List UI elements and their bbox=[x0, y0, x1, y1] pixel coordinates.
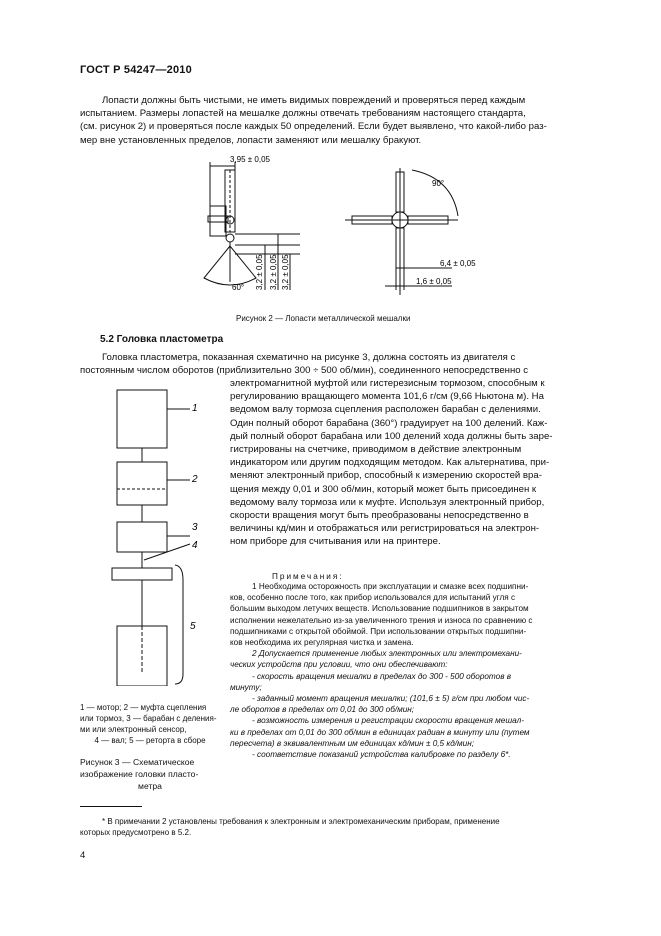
notes-block bbox=[230, 572, 616, 760]
note-line: 2 Допускается применение любых электронных или электромехани- bbox=[252, 649, 522, 659]
note-line: - заданный момент вращения мешалки; (101,6 ± 5) г/см при любом чис- bbox=[252, 694, 530, 704]
legend-line: 1 — мотор; 2 — муфта сцепления bbox=[80, 703, 207, 712]
note-line: большим выходом летучих веществ. Использование подшипников в закрытом bbox=[230, 604, 529, 614]
footnote-separator bbox=[80, 806, 142, 807]
body-line: ном приборе для считывания или на принтере. bbox=[230, 536, 441, 548]
intro-line: Лопасти должны быть чистыми, не иметь видимых повреждений и проверяться перед каждым bbox=[102, 95, 526, 106]
footnote-line: которых предусмотрено в 5.2. bbox=[80, 828, 192, 837]
note-line: ле оборотов в пределах от 0,01 до 300 об/мин; bbox=[230, 705, 415, 715]
body-full-width bbox=[80, 351, 616, 377]
body-right-column bbox=[230, 377, 616, 549]
label-4: 4 bbox=[192, 540, 198, 551]
caption-line: Рисунок 3 — Схематическое bbox=[80, 757, 195, 767]
note-line: ки в пределах от 0,01 до 300 об/мин в единицах радиан в минуту или (путем bbox=[230, 727, 530, 737]
notes-heading: Примечания: bbox=[272, 572, 344, 581]
note-line: ческих устройств при условии, что они обеспечивают: bbox=[230, 660, 448, 670]
intro-line: мер вне установленных пределов, лопасти заменяют или мешалку бракуют. bbox=[80, 134, 422, 146]
dim-v3: 3,2 ± 0,05 bbox=[281, 254, 290, 290]
figure-2-caption: Рисунок 2 — Лопасти металлической мешалки bbox=[236, 314, 411, 323]
intro-paragraph bbox=[80, 94, 616, 147]
label-3: 3 bbox=[192, 522, 198, 533]
note-line: 1 Необходима осторожность при эксплуатации и смазке всех подшипни- bbox=[252, 582, 529, 591]
note-line: - возможность измерения и регистрации скорости вращения мешал- bbox=[252, 716, 524, 726]
body-line: электромагнитной муфтой или гистерезисным тормозом, способным к bbox=[230, 378, 545, 389]
label-2: 2 bbox=[192, 474, 198, 485]
label-1: 1 bbox=[192, 403, 198, 414]
figure-3-legend bbox=[80, 702, 220, 746]
caption-line: метра bbox=[138, 781, 162, 791]
footnote bbox=[80, 816, 616, 838]
body-line: ведомом валу тормоза сцепления расположен барабан с делениями. bbox=[230, 404, 541, 416]
dim-top-width: 3,95 ± 0,05 bbox=[230, 155, 270, 164]
body-line: щения между 0,01 и 300 об/мин, который может быть присоединен к bbox=[230, 483, 537, 495]
body-line: Головка пластометра, показанная схематично на рисунке 3, должна состоять из двигателя с bbox=[102, 352, 516, 363]
body-line: индикатором или другим подходящим методом. Как альтернатива, при- bbox=[230, 457, 550, 469]
legend-line: ми или электронный сенсор, bbox=[80, 725, 187, 734]
note-line: минуту; bbox=[230, 682, 262, 692]
note-line: - скорость вращения мешалки в пределах до 300 - 500 оборотов в bbox=[252, 671, 512, 681]
section-heading: 5.2 Головка пластометра bbox=[100, 334, 224, 345]
body-line: Один полный оборот барабана (360°) градуирует на 100 делений. Каж- bbox=[230, 417, 548, 429]
dim-angle-right: 90° bbox=[432, 179, 445, 188]
dim-arm: 6,4 ± 0,05 bbox=[440, 259, 476, 268]
intro-line: испытанием. Размеры лопастей на мешалке должны отвечать требованиям настоящего стандарта, bbox=[80, 108, 526, 120]
page-number: 4 bbox=[80, 850, 86, 861]
note-line: пересчета) в эквивалентным им единицах кд/мин ± 0,5 кд/мин; bbox=[230, 738, 475, 748]
body-line: ведомому валу тормоза или к муфте. Используя электронный прибор, bbox=[230, 496, 545, 508]
body-line: меняют электронный прибор, способный к измерению скоростей вра- bbox=[230, 470, 542, 482]
figure-2-drawing bbox=[190, 150, 480, 300]
intro-line: (см. рисунок 2) и проверяться после каждых 50 определений. Если будет выявлено, что какой-либо раз- bbox=[80, 121, 547, 133]
note-line: ков необходима их регулярная чистка и замена. bbox=[230, 638, 414, 648]
note-line: - соответствие показаний устройства калибровке по разделу 6*. bbox=[252, 750, 511, 760]
body-line: регулированию вращающего момента 101,6 г/см (9,66 Ньютона м). На bbox=[230, 391, 544, 403]
figure-3-drawing bbox=[80, 384, 220, 686]
body-line: гистрированы на счетчике, приводимом в действие электронным bbox=[230, 444, 522, 456]
dim-v2: 3,2 ± 0,05 bbox=[269, 254, 278, 290]
note-line: исполнении нежелательно из-за увеличенного трения и износа по сравнению с bbox=[230, 615, 533, 625]
dim-v1: 3,2 ± 0,05 bbox=[255, 254, 264, 290]
legend-line: 4 — вал; 5 — реторта в сборе bbox=[94, 736, 206, 745]
body-line: постоянным числом оборотов (приблизительно 300 ÷ 500 об/мин), соединенного непосредственно с bbox=[80, 365, 529, 377]
caption-line: изображение головки пласто- bbox=[80, 769, 199, 779]
footnote-line: * В примечании 2 установлены требования к электронным и электромеханическим приборам, применение bbox=[102, 817, 500, 826]
dim-thick: 1,6 ± 0,05 bbox=[416, 277, 452, 286]
body-line: величины кд/мин и отображаться или регистрироваться на электрон- bbox=[230, 523, 540, 535]
page-header: ГОСТ Р 54247—2010 bbox=[80, 64, 192, 76]
note-line: ков, особенно после того, как прибор использовался для испытаний угля с bbox=[230, 593, 516, 603]
label-5: 5 bbox=[190, 621, 196, 632]
figure-3-caption bbox=[80, 756, 220, 792]
note-line: подшипниками с открытой обоймой. При использовании открытых подшипни- bbox=[230, 626, 527, 636]
body-line: дый полный оборот барабана или 100 делений хода должны быть заре- bbox=[230, 430, 553, 442]
legend-line: или тормоз, 3 — барабан с деления- bbox=[80, 714, 217, 723]
dim-angle-left: 60° bbox=[232, 283, 245, 292]
body-line: скорости вращения могут быть преобразованы непосредственно в bbox=[230, 510, 529, 522]
